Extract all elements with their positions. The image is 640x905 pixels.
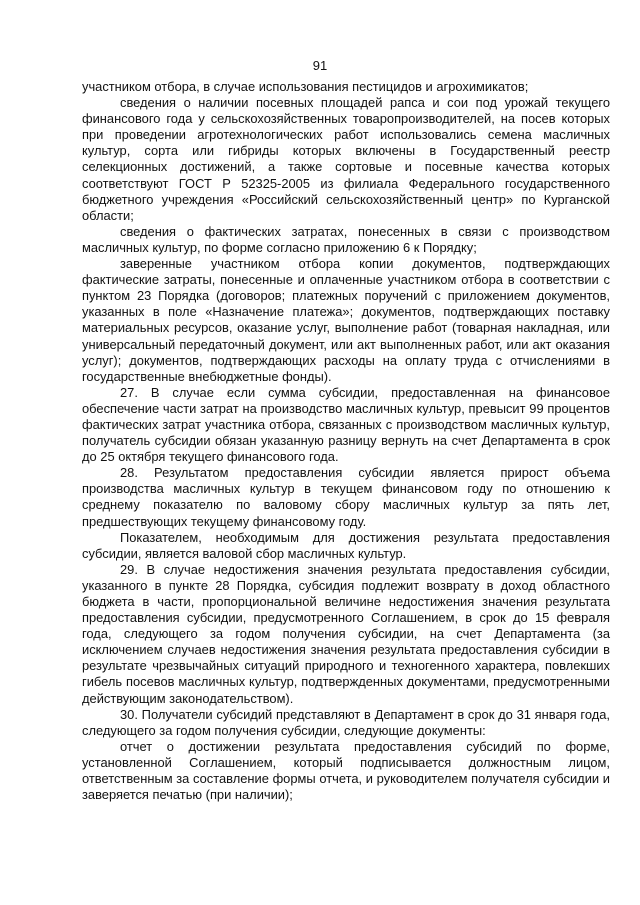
paragraph-item-27: 27. В случае если сумма субсидии, предоставленная на финансовое обеспечение части затрат на производство масличных культур, превысит 99 процентов фактических затрат участника отбора, связанных с производством масличных культур, получатель субсидии обязан указанную разницу вернуть на счет Департамента в срок до 25 октября текущего финансового года. bbox=[82, 384, 610, 465]
paragraph-sown-area-info: сведения о наличии посевных площадей рапса и сои под урожай текущего финансового года у сельскохозяйственных товаропроизводителей, на посев которых при проведении агротехнологических работ использовались семена масличных культур, сорта или гибриды которых включены в Государственный реестр селекционных достижений, а также сортовые и посевные качества которых соответствуют ГОСТ Р 52325-2005 из филиала Федерального государственного бюджетного учреждения «Российский сельскохозяйственный центр» по Курганской области; bbox=[82, 95, 610, 223]
paragraph-item-30: 30. Получатели субсидий представляют в Департамент в срок до 31 января года, следующего за годом получения субсидии, следующие документы: bbox=[82, 706, 610, 738]
paragraph-report: отчет о достижении результата предоставления субсидий по форме, установленной Соглашением, который подписывается должностным лицом, ответственным за составление формы отчета, и руководителем получателя субсидии и заверяется печатью (при наличии); bbox=[82, 738, 610, 803]
paragraph-certified-copies: заверенные участником отбора копии документов, подтверждающих фактические затраты, понесенные и оплаченные участником отбора в соответствии с пунктом 23 Порядка (договоров; платежных поручений с приложением документов, указанных в поле «Назначение платежа»; документов, подтверждающих поставку материальных ресурсов, оказание услуг, выполнение работ (товарная накладная, или универсальный передаточный документ, или акт выполненных работ, или акт оказания услуг); документов, подтверждающих расходы на оплату труда с отчислениями в государственные внебюджетные фонды). bbox=[82, 256, 610, 384]
document-body bbox=[82, 79, 610, 803]
paragraph-actual-costs-info: сведения о фактических затратах, понесенных в связи с производством масличных культур, по форме согласно приложению 6 к Порядку; bbox=[82, 223, 610, 255]
page-number: 91 bbox=[312, 58, 328, 73]
paragraph-continuation: участником отбора, в случае использования пестицидов и агрохимикатов; bbox=[82, 79, 529, 94]
paragraph-item-28: 28. Результатом предоставления субсидии является прирост объема производства масличных культур в текущем финансовом году по отношению к среднему показателю по валовому сбору масличных культур за пять лет, предшествующих текущему финансовому году. bbox=[82, 465, 610, 529]
paragraph-indicator: Показателем, необходимым для достижения результата предоставления субсидии, является валовой сбор масличных культур. bbox=[82, 529, 610, 561]
paragraph-item-29: 29. В случае недостижения значения результата предоставления субсидии, указанного в пункте 28 Порядка, субсидия подлежит возврату в доход областного бюджета в части, пропорциональной величине недостижения значения результата предоставления субсидии, предусмотренного Соглашением, в срок до 15 февраля года, следующего за годом получения субсидии, на счет Департамента (за исключением случаев недостижения значения результата предоставления субсидии в результате чрезвычайных ситуаций природного и техногенного характера, повлекших гибель посевов масличных культур, подтвержденных документами, предусмотренными действующим законодательством). bbox=[82, 561, 610, 706]
